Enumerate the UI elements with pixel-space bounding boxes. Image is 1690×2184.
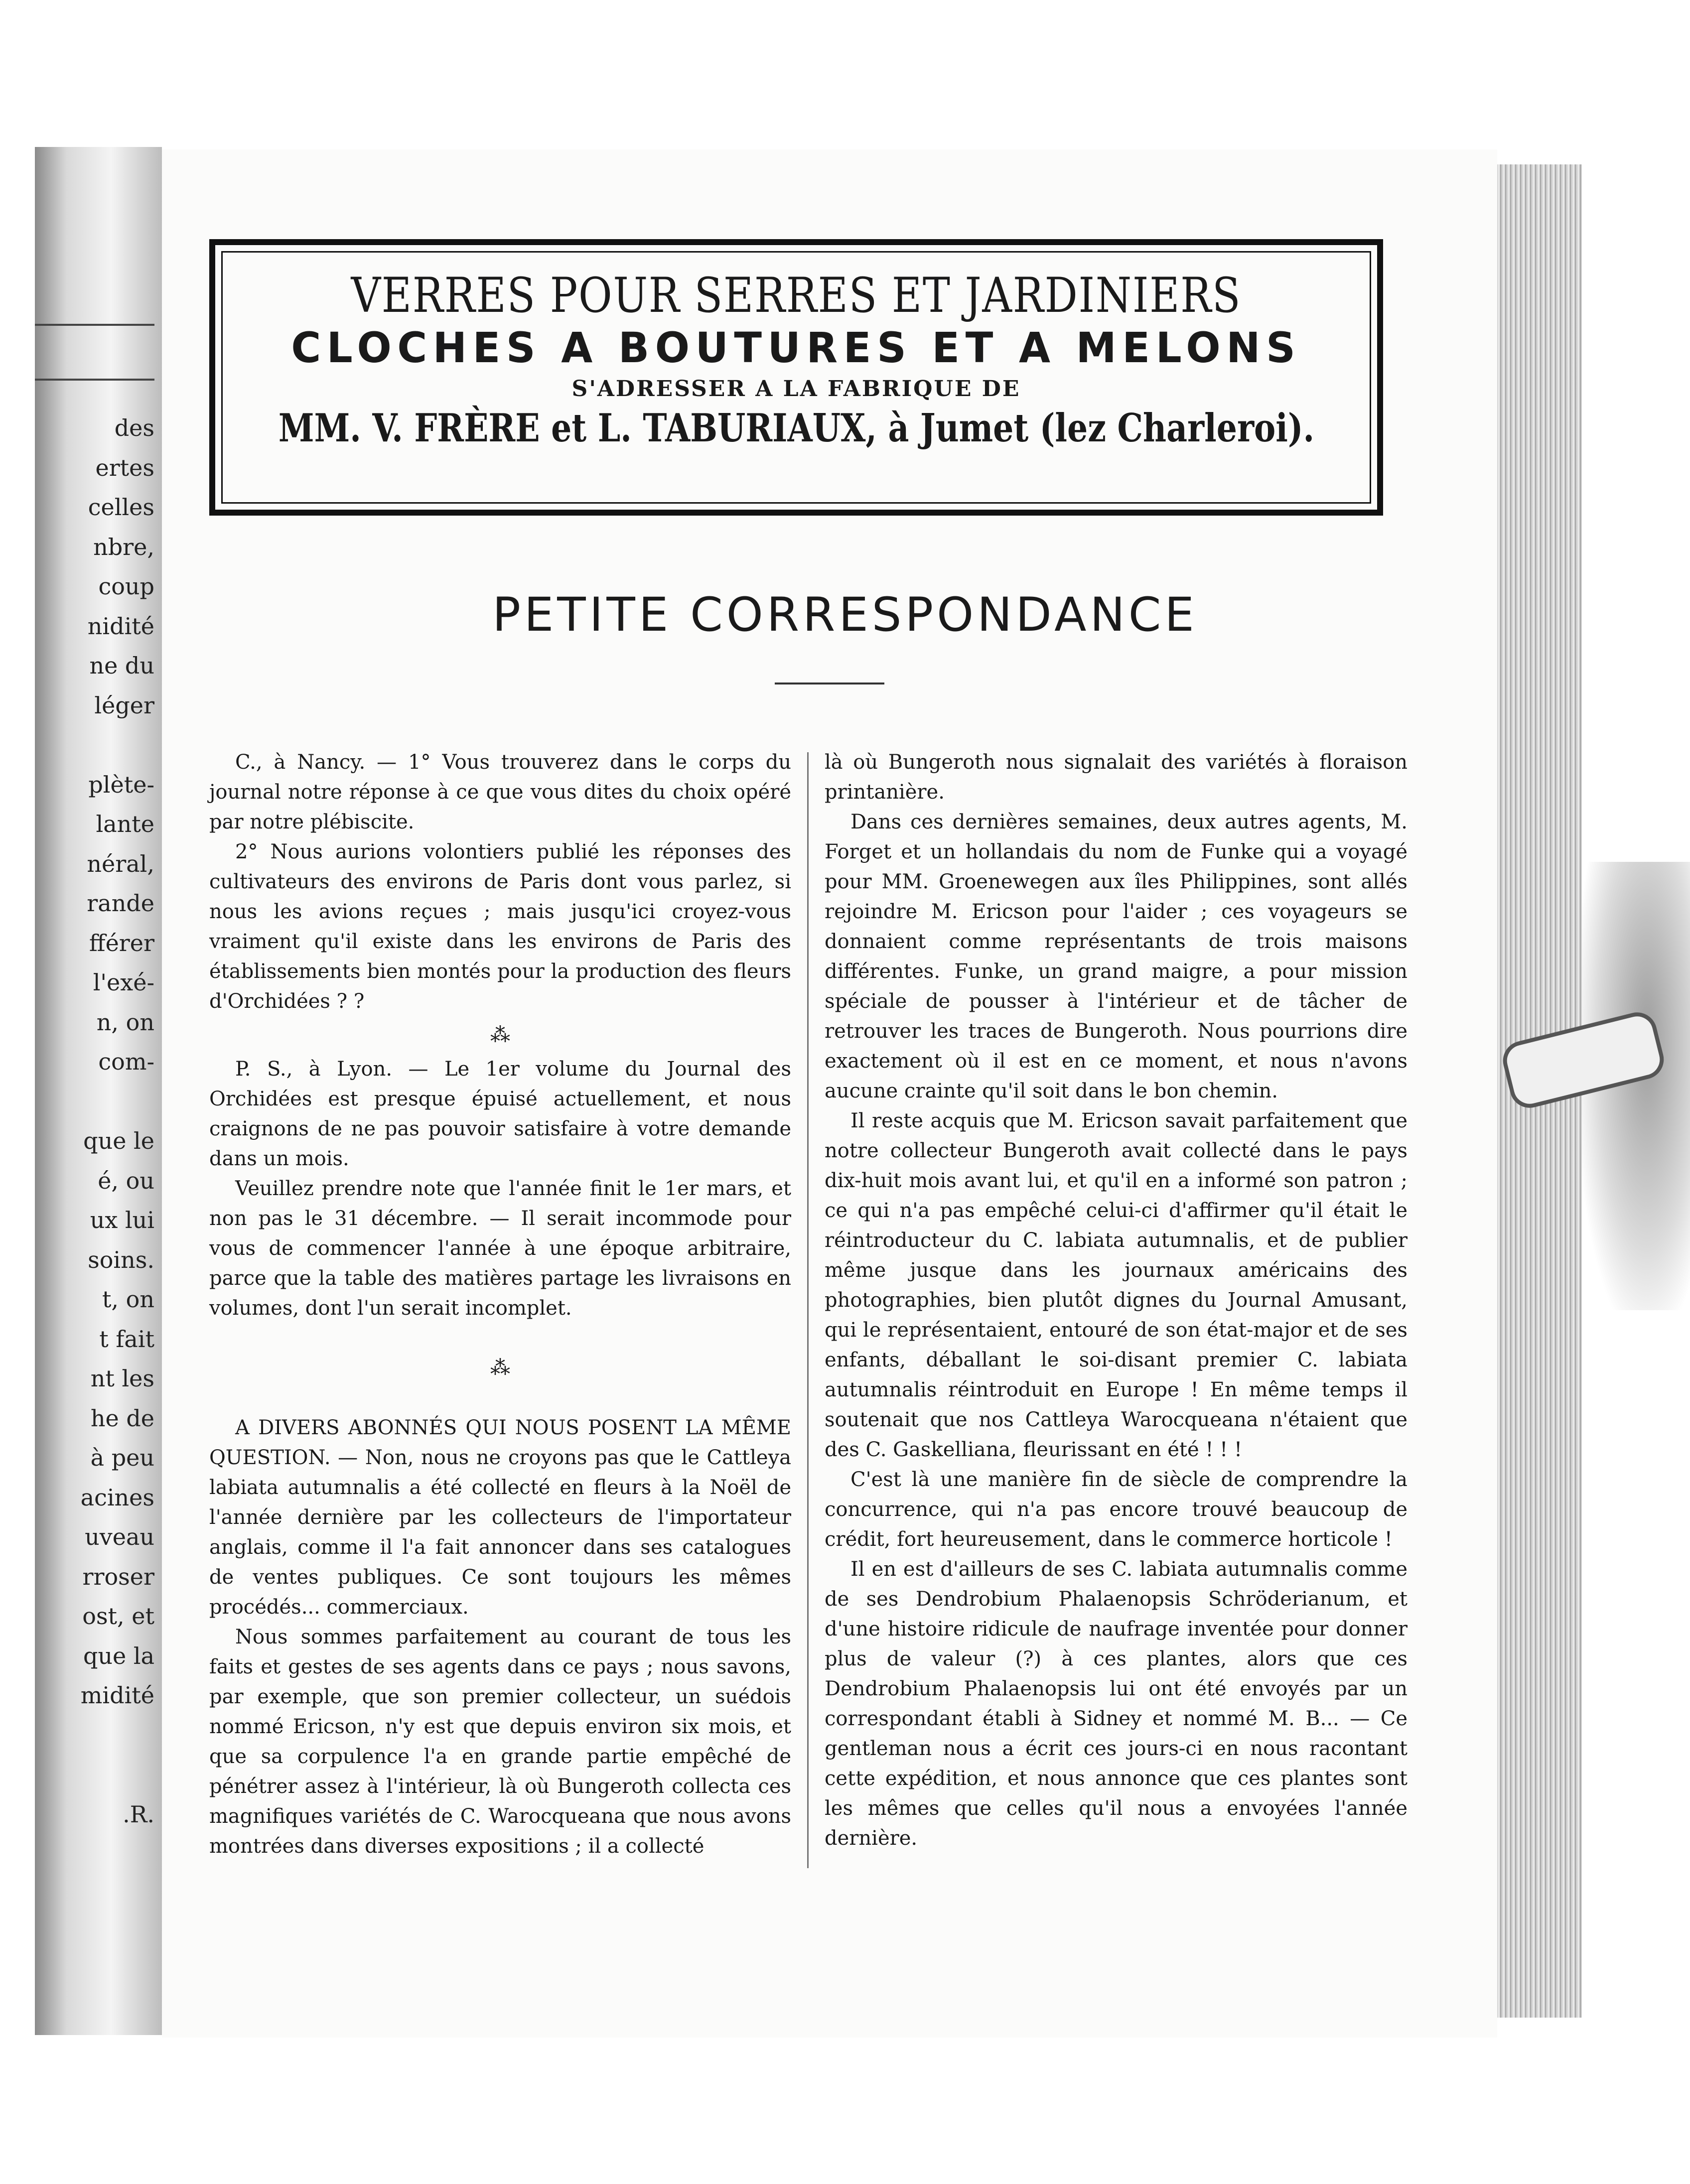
left-column [209, 747, 791, 1861]
paragraph: A DIVERS ABONNÉS QUI NOUS POSENT LA MÊME QUESTION. — Non, nous ne croyons pas que le Cattleya labiata autumnalis a été collecté en fleurs à la Noël de l'année dernière par les collecteurs de l'importateur anglais, comme il l'a fait annoncer dans ses catalogues de ventes publiques. Ce sont toujours les mêmes procédés... commerciaux. [209, 1416, 791, 1619]
advertisement-box [209, 239, 1383, 516]
paragraph: Nous sommes parfaitement au courant de tous les faits et gestes de ses agents dans ce pays ; nous savons, par exemple, que son premier collecteur, un suédois nommé Ericson, n'y est que depuis environ six mois, et que sa corpulence l'a en grande partie empêché de pénétrer assez à l'intérieur, là où Bungeroth collecta ces magnifiques variétés de C. Warocqueana que nous avons montrées dans diverses expositions ; il a collecté [209, 1626, 791, 1858]
left-fragment-line: he de [90, 1404, 154, 1432]
ad-company-name: MM. V. FRÈRE et L. TABURIAUX, à Jumet (lez Charleroi). [278, 406, 1314, 451]
left-fragment-line: rroser [82, 1563, 154, 1590]
ad-contact-intro: S'ADRESSER A LA FABRIQUE DE [571, 376, 1021, 402]
left-fragment-line: ux lui [90, 1207, 154, 1233]
left-fragment-line [35, 725, 154, 765]
left-fragment-line: lante [96, 811, 154, 837]
paragraph: 2° Nous aurions volontiers publié les réponses des cultivateurs des environs de Paris dont vous parlez, si nous les avions reçues ; mais jusqu'ici croyez-vous vraiment qu'il existe dans les environs de Paris des établissements bien montés pour la production des fleurs d'Orchidées ? ? [209, 840, 791, 1013]
left-fragment-line: coup [98, 573, 154, 600]
right-column [825, 747, 1408, 1853]
left-fragment-rule [35, 379, 154, 381]
paragraph: là où Bungeroth nous signalait des variétés à floraison printanière. [825, 751, 1408, 804]
left-fragment-line: com- [98, 1048, 154, 1075]
ad-headline: VERRES POUR SERRES ET JARDINIERS [351, 268, 1242, 323]
left-fragment-line: soins. [88, 1246, 154, 1273]
left-fragment-line: des [114, 414, 154, 441]
left-fragment-line: nidité [87, 612, 154, 640]
left-fragment-line: t fait [99, 1325, 154, 1353]
paragraph: Il en est d'ailleurs de ses C. labiata autumnalis comme de ses Dendrobium Phalaenopsis Schröderianum, et d'une histoire ridicule de naufrage inventée pour donner plus de valeur (?) à ces plantes, alors que ces Dendrobium Phalaenopsis lui ont été envoyés par un correspondant établi à Sidney et nommé M. B... — Ce gentleman nous a écrit ces jours-ci en nous racontant cette expédition, et nous annonce que ces plantes sont les mêmes que celles qu'il nous a envoyées l'année dernière. [825, 1558, 1408, 1850]
paragraph: Dans ces dernières semaines, deux autres agents, M. Forget et un hollandais du nom de Funke qui a voyagé pour MM. Groenewegen aux îles Philippines, sont allés rejoindre M. Ericson pour l'aider ; ces voyageurs se donnaient comme représentants de trois maisons différentes. Funke, un grand maigre, a pour mission spéciale de pousser à l'intérieur et de tâcher de retrouver les traces de Bungeroth. Nous pourrions dire exactement où il est en ce moment, et nous n'avons aucune crainte qu'il soit dans le bon chemin. [825, 811, 1408, 1102]
ad-subheadline: CLOCHES A BOUTURES ET A MELONS [291, 323, 1301, 372]
paragraph: Veuillez prendre note que l'année finit le 1er mars, et non pas le 31 décembre. — Il serait incommode pour vous de commencer l'année à une époque arbitraire, parce que la table des matières partage les livraisons en volumes, dont l'un serait incomplet. [209, 1177, 791, 1320]
left-fragment-line [35, 1716, 154, 1756]
section-title: PETITE CORRESPONDANCE [492, 588, 1198, 642]
left-fragment-line [35, 1755, 154, 1795]
left-fragment-line: fférer [89, 929, 154, 956]
section-asterism: ⁂ [490, 1357, 510, 1379]
paragraph: Il reste acquis que M. Ericson savait parfaitement que notre collecteur Bungeroth avait collecté dans le pays dix-huit mois avant lui, et qu'il en a informé son patron ; ce qui n'a pas empêché celui-ci d'affirmer qu'il était le réintroducteur du C. labiata autumnalis, et de publier même jusque dans les journaux américains des photographies, bien plutôt dignes du Journal Amusant, qui le représentaient, entouré de son état-major et de ses enfants, déballant le soi-disant premier C. labiata autumnalis réintroduit en Europe ! En même temps il soutenait que nos Cattleya Warocqueana n'étaient que des C. Gaskelliana, fleurissant en été ! ! ! [825, 1109, 1408, 1461]
left-fragment-line: néral, [87, 850, 154, 877]
left-fragment-line: midité [80, 1682, 154, 1709]
section-asterism: ⁂ [490, 1024, 510, 1047]
section-rule [775, 682, 884, 684]
left-fragment-line [35, 1082, 154, 1122]
left-fragment-line: t, on [102, 1286, 154, 1313]
left-fragment-line: acines [80, 1484, 154, 1511]
left-fragment-line: l'exé- [93, 969, 154, 996]
left-fragment-line: nbre, [93, 533, 154, 560]
left-fragment-line: ertes [95, 454, 154, 481]
column-divider [807, 752, 809, 1868]
left-fragment-line: rande [87, 890, 154, 917]
left-fragment-line: que la [83, 1642, 154, 1669]
left-fragment-line: que le [83, 1127, 154, 1154]
paragraph: P. S., à Lyon. — Le 1er volume du Journal des Orchidées est presque épuisé actuellement, et nous craignons de ne pas pouvoir satisfaire à votre demande dans un mois. [209, 1058, 791, 1170]
paragraph: C'est là une manière fin de siècle de comprendre la concurrence, qui n'a pas encore trouvé beaucoup de crédit, fort heureusement, dans le commerce horticole ! [825, 1468, 1408, 1551]
paragraph: C., à Nancy. — 1° Vous trouverez dans le corps du journal notre réponse à ce que vous dites du choix opéré par notre plébiscite. [209, 751, 791, 833]
left-fragment-line: n, on [96, 1008, 154, 1036]
left-fragment-line: nt les [90, 1365, 154, 1392]
left-fragment-line: .R. [123, 1800, 154, 1828]
left-fragment-line: à peu [90, 1444, 154, 1471]
left-fragment-line: é, ou [98, 1167, 154, 1194]
left-fragment-line: plète- [88, 771, 154, 798]
left-fragment-line: ost, et [82, 1603, 154, 1630]
left-fragment-line: uveau [85, 1523, 154, 1550]
left-fragment-line: ne du [89, 652, 154, 679]
left-fragment-line: celles [88, 494, 154, 521]
left-fragment-line: léger [94, 691, 154, 719]
left-fragment-rule [35, 324, 154, 326]
